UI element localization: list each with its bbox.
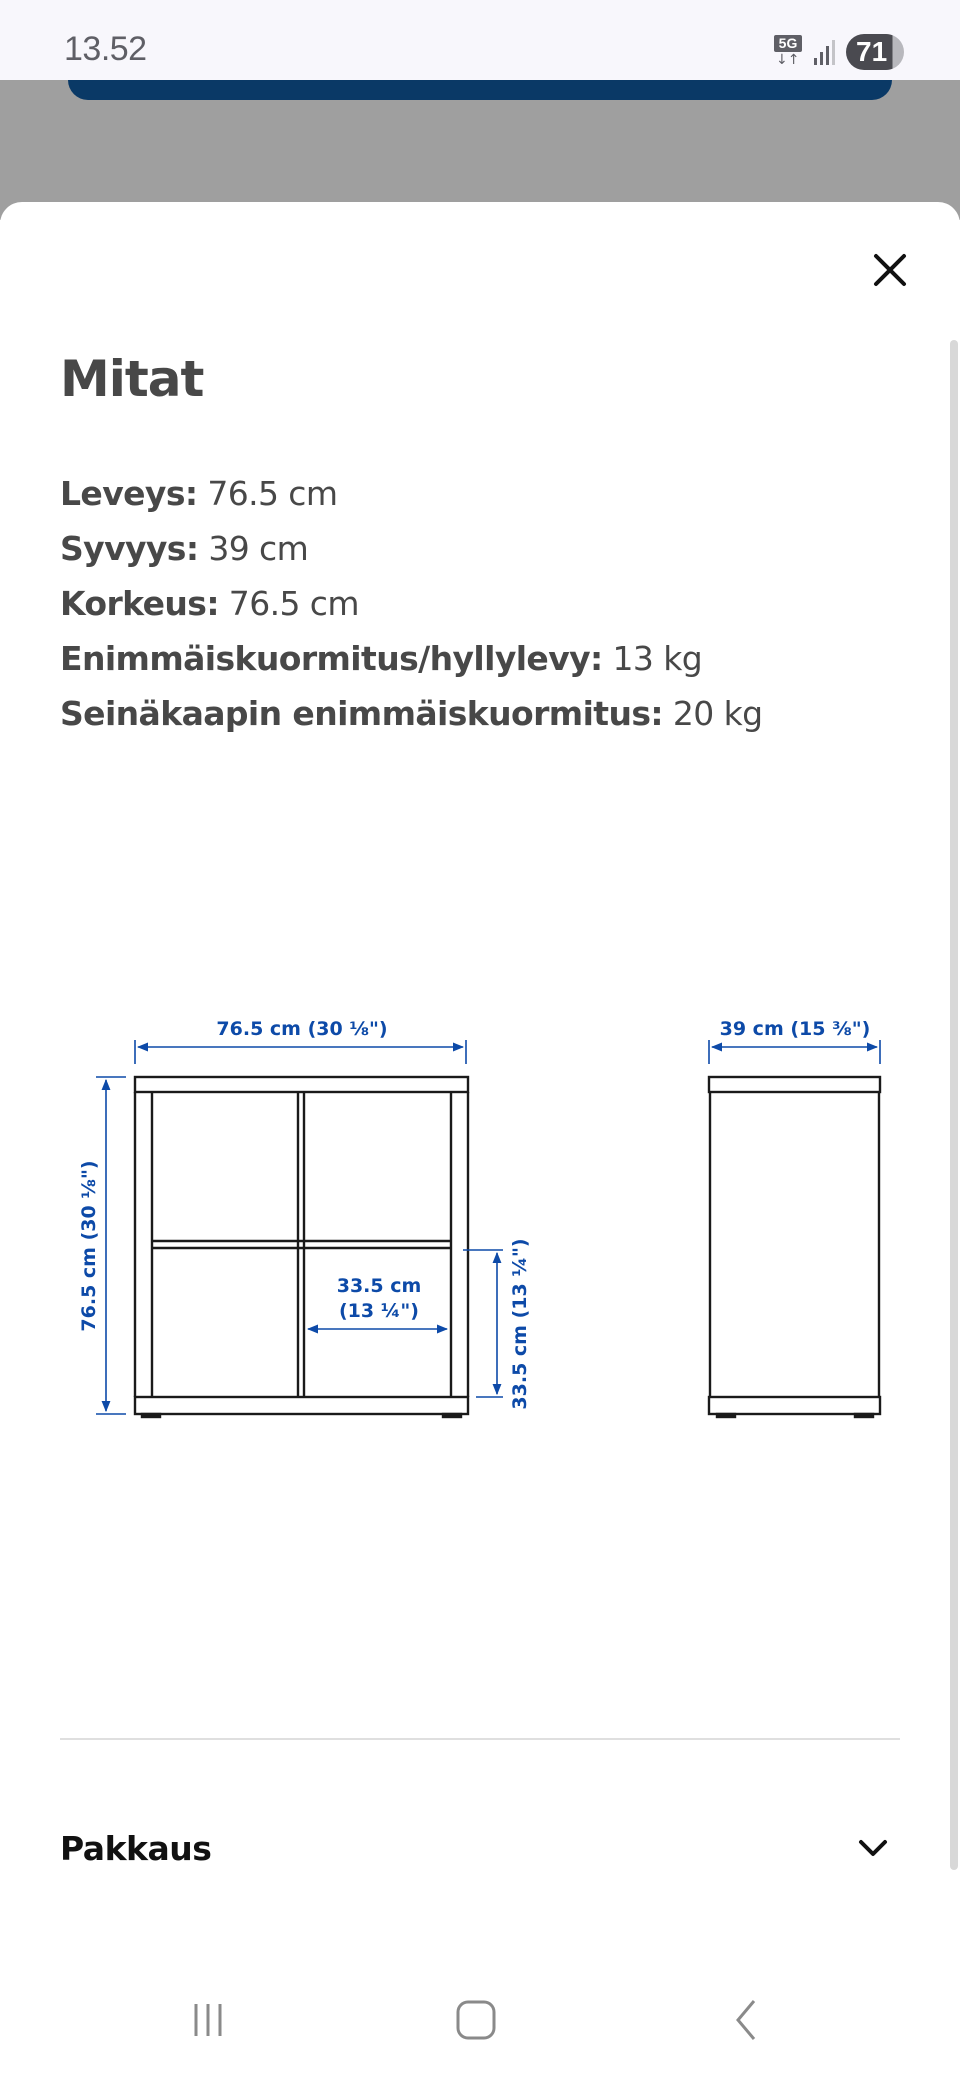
spec-width: Leveys: 76.5 cm [60,474,338,513]
section-divider [60,1738,900,1740]
sheet-title: Mitat [60,350,204,408]
battery-icon: 71 [846,34,904,70]
close-button[interactable] [864,244,916,296]
front-height-label: 76.5 cm (30 ⅛") [78,1160,100,1332]
accordion-label: Pakkaus [60,1828,212,1868]
front-width-label: 76.5 cm (30 ⅛") [216,1018,388,1040]
inner-width-label-1: 33.5 cm [336,1275,422,1297]
back-icon [730,1998,760,2042]
system-nav-bar [0,1960,960,2080]
background-button [68,80,892,100]
back-button[interactable] [705,1990,785,2050]
home-icon [454,1998,498,2042]
page-backdrop[interactable] [0,80,960,220]
spec-height: Korkeus: 76.5 cm [60,584,359,623]
signal-icon [812,38,836,66]
inner-height-label: 33.5 cm (13 ¼") [509,1238,531,1410]
recents-button[interactable] [168,1990,248,2050]
spec-max-load-shelf: Enimmäiskuormitus/hyllylevy: 13 kg [60,639,703,678]
side-view [709,1077,880,1417]
status-time: 13.52 [64,30,147,68]
dimension-specs [60,466,762,741]
spec-depth: Syvyys: 39 cm [60,529,309,568]
network-5g-icon: 5G ↓↑ [774,35,802,69]
recents-icon [188,2000,228,2040]
side-depth-label: 39 cm (15 ⅜") [719,1018,871,1040]
status-bar [0,0,960,80]
accordion-packaging[interactable] [60,1800,900,1896]
close-icon [873,253,907,287]
spec-max-load-wall: Seinäkaapin enimmäiskuormitus: 20 kg [60,694,763,733]
inner-width-label-2: (13 ¼") [339,1300,419,1322]
home-button[interactable] [436,1990,516,2050]
chevron-down-icon [858,1838,888,1858]
dimension-diagram [0,990,960,1450]
status-icons [774,32,904,72]
front-view [135,1077,468,1417]
